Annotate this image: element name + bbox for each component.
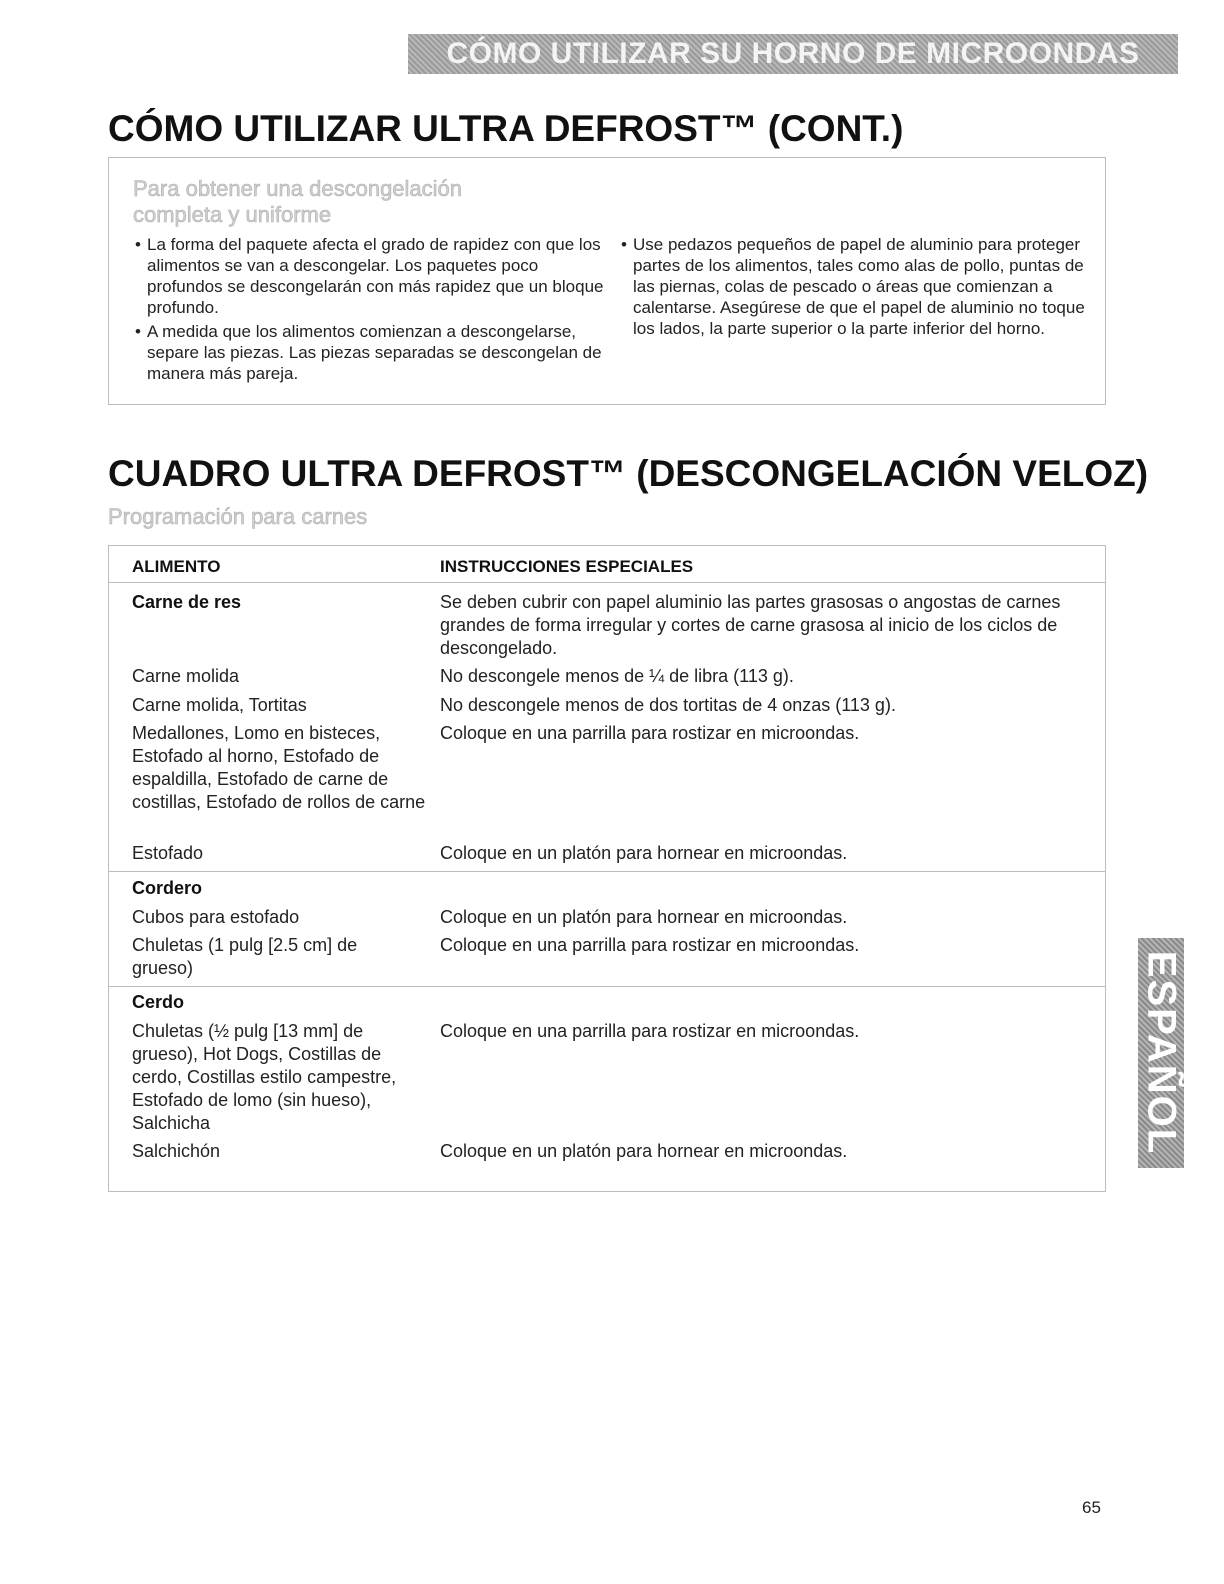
tips-subtitle: Para obtener una descongelación completa y uniforme <box>133 176 463 227</box>
table-row-instruction: Coloque en un platón para hornear en microondas. <box>440 843 848 863</box>
language-label: ESPAÑOL <box>1139 950 1184 1156</box>
table-row-instruction: No descongele menos de dos tortitas de 4 onzas (113 g). <box>440 695 896 715</box>
group-divider <box>109 986 1105 987</box>
table-row-instruction: Coloque en una parrilla para rostizar en microondas. <box>440 1021 860 1041</box>
column-header-instructions: INSTRUCCIONES ESPECIALES <box>440 557 694 576</box>
table-row-food: Medallones, Lomo en bisteces, Estofado al horno, Estofado de espaldilla, Estofado de carne de costillas, Estofado de rollos de carne <box>132 723 426 812</box>
table-row-instruction: Coloque en un platón para hornear en microondas. <box>440 907 848 927</box>
page-number: 65 <box>1082 1498 1101 1517</box>
table-row-instruction: No descongele menos de ¼ de libra (113 g). <box>440 666 794 686</box>
tips-left-column <box>135 234 605 387</box>
table-row-instruction: Coloque en una parrilla para rostizar en microondas. <box>440 723 860 743</box>
section-title-defrost-chart: CUADRO ULTRA DEFROST™ (DESCONGELACIÓN VELOZ) <box>108 453 1149 494</box>
chapter-banner: CÓMO UTILIZAR SU HORNO DE MICROONDAS <box>408 34 1178 74</box>
table-row-instruction: Coloque en una parrilla para rostizar en microondas. <box>440 935 860 955</box>
table-header-row <box>109 546 1105 583</box>
tips-right-column <box>621 234 1091 342</box>
language-side-tab <box>1138 938 1184 1168</box>
section-title-ultra-defrost: CÓMO UTILIZAR ULTRA DEFROST™ (CONT.) <box>108 108 904 149</box>
group-divider <box>109 871 1105 872</box>
chart-subtitle: Programación para carnes <box>108 504 368 529</box>
table-row-food: Cubos para estofado <box>132 907 300 927</box>
tips-box <box>108 157 1106 405</box>
table-row-food: Carne molida, Tortitas <box>132 695 307 715</box>
group-label-lamb: Cordero <box>132 878 203 898</box>
table-row-food: Chuletas (1 pulg [2.5 cm] de grueso) <box>132 935 358 978</box>
column-header-food: ALIMENTO <box>132 557 221 576</box>
defrost-table <box>108 545 1106 1192</box>
table-row-food: Chuletas (½ pulg [13 mm] de grueso), Hot Dogs, Costillas de cerdo, Costillas estilo campestre, Estofado de lomo (sin hueso), Salchicha <box>132 1021 397 1133</box>
tip-bullet: • Use pedazos pequeños de papel de aluminio para proteger partes de los alimentos, tales como alas de pollo, puntas de las piernas, colas de pescado o áreas que comienzan a calentarse. Asegúrese de que el papel de aluminio no toque los lados, la parte superior o la parte inferior del horno. <box>621 234 1091 339</box>
table-row-food: Salchichón <box>132 1141 221 1161</box>
group-instruction-beef: Se deben cubrir con papel aluminio las partes grasosas o angostas de carnes grandes de forma irregular y cortes de carne grasosa al inicio de los ciclos de descongelado. <box>440 592 1061 658</box>
group-label-pork: Cerdo <box>132 992 185 1012</box>
table-row-instruction: Coloque en un platón para hornear en microondas. <box>440 1141 848 1161</box>
table-row-food: Carne molida <box>132 666 240 686</box>
table-row-food: Estofado <box>132 843 204 863</box>
tip-bullet: • La forma del paquete afecta el grado de rapidez con que los alimentos se van a descongelar. Los paquetes poco profundos se descongelarán con más rapidez que un bloque profundo. <box>135 234 605 318</box>
tip-bullet: • A medida que los alimentos comienzan a descongelarse, separe las piezas. Las piezas separadas se descongelan de manera más pareja. <box>135 321 605 384</box>
group-label-beef: Carne de res <box>132 592 242 612</box>
